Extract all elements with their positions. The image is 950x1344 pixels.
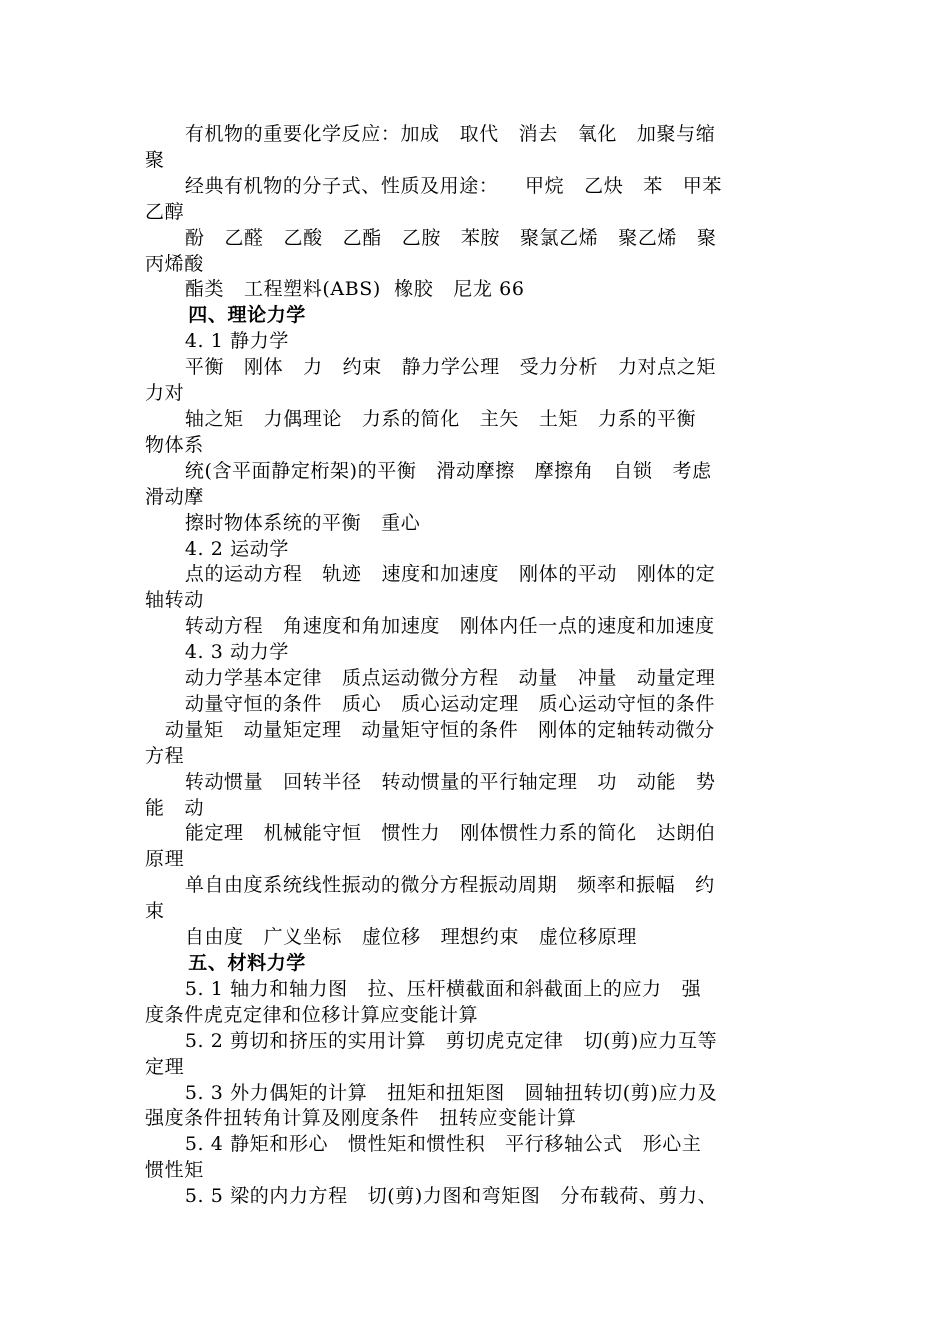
text-line: 定理: [145, 1055, 185, 1078]
text-line: 5. 3 外力偶矩的计算 扭矩和扭矩图 圆轴扭转切(剪)应力及: [145, 1081, 718, 1104]
text-line: 物体系: [145, 433, 204, 456]
text-line: 聚: [145, 148, 165, 171]
document-body: [145, 122, 805, 1210]
text-line: 4. 2 运动学: [145, 537, 289, 560]
text-line: 轴转动: [145, 589, 204, 612]
text-line: 平衡 刚体 力 约束 静力学公理 受力分析 力对点之矩: [145, 356, 716, 379]
text-line: 动量矩 动量矩定理 动量矩守恒的条件 刚体的定轴转动微分: [145, 718, 715, 741]
text-line: 滑动摩: [145, 485, 204, 508]
text-line: 有机物的重要化学反应：加成 取代 消去 氧化 加聚与缩: [145, 123, 716, 145]
text-line: 转动惯量 回转半径 转动惯量的平行轴定理 功 动能 势: [145, 770, 716, 793]
text-line: 强度条件扭转角计算及刚度条件 扭转应变能计算: [145, 1107, 577, 1130]
text-line: 5. 2 剪切和挤压的实用计算 剪切虎克定律 切(剪)应力互等: [145, 1029, 718, 1052]
section-heading: 五、材料力学: [145, 952, 306, 974]
text-line: 5. 4 静矩和形心 惯性矩和惯性积 平行移轴公式 形心主: [145, 1133, 702, 1156]
text-line: 惯性矩: [145, 1159, 204, 1182]
text-line: 动力学基本定律 质点运动微分方程 动量 冲量 动量定理: [145, 667, 716, 690]
text-line: 轴之矩 力偶理论 力系的简化 主矢 土矩 力系的平衡: [145, 407, 697, 430]
text-line: 擦时物体系统的平衡 重心: [145, 511, 421, 534]
text-line: 束: [145, 900, 165, 923]
text-line: 经典有机物的分子式、性质及用途： 甲烷 乙炔 苯 甲苯: [145, 174, 722, 197]
text-line: 5. 5 梁的内力方程 切(剪)力图和弯矩图 分布载荷、剪力、: [145, 1185, 718, 1208]
text-line: 酯类 工程塑料(ABS) 橡胶 尼龙 66: [145, 278, 525, 301]
section-heading: 四、理论力学: [145, 304, 306, 327]
text-line: 原理: [145, 848, 185, 871]
text-line: 能 动: [145, 796, 205, 819]
text-line: 单自由度系统线性振动的微分方程振动周期 频率和振幅 约: [145, 874, 715, 897]
text-line: 酚 乙醛 乙酸 乙酯 乙胺 苯胺 聚氯乙烯 聚乙烯 聚: [145, 226, 717, 249]
text-line: 自由度 广义坐标 虚位移 理想约束 虚位移原理: [145, 926, 637, 949]
text-line: 4. 1 静力学: [145, 330, 289, 353]
text-line: 能定理 机械能守恒 惯性力 刚体惯性力系的简化 达朗伯: [145, 822, 716, 845]
text-line: 统(含平面静定桁架)的平衡 滑动摩擦 摩擦角 自锁 考虑: [145, 459, 712, 482]
text-line: 丙烯酸: [145, 252, 204, 275]
text-line: 乙醇: [145, 200, 185, 223]
text-line: 4. 3 动力学: [145, 641, 289, 664]
text-line: 点的运动方程 轨迹 速度和加速度 刚体的平动 刚体的定: [145, 563, 716, 586]
text-line: 转动方程 角速度和角加速度 刚体内任一点的速度和加速度: [145, 615, 715, 638]
text-line: 度条件虎克定律和位移计算应变能计算: [145, 1003, 479, 1026]
text-line: 5. 1 轴力和轴力图 拉、压杆横截面和斜截面上的应力 强: [145, 977, 702, 1000]
text-line: 力对: [145, 382, 185, 405]
text-line: 动量守恒的条件 质心 质心运动定理 质心运动守恒的条件: [145, 692, 716, 715]
text-line: 方程: [145, 744, 185, 767]
